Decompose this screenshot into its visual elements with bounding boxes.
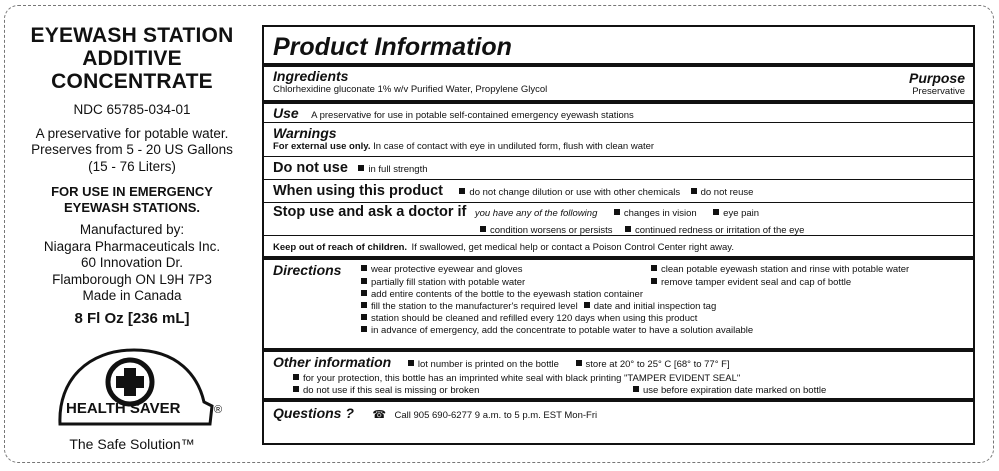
stop-use-section (264, 202, 973, 235)
direction-item: add entire contents of the bottle to the eyewash station container (355, 289, 965, 301)
mfr-line-3: 60 Innovation Dr. (80, 255, 184, 270)
bullet-icon (691, 188, 697, 194)
bullet-icon (361, 326, 367, 332)
warn-bold: For external use only. (273, 141, 371, 152)
ndc-code: NDC 65785-034-01 (73, 102, 191, 117)
direction-item: fill the station to the manufacturer's required level date and initial inspection tag (355, 301, 965, 313)
do-not-use-section (264, 156, 973, 179)
bullet-icon (361, 290, 367, 296)
when-item-2: do not reuse (700, 187, 754, 198)
desc-line-1: A preservative for potable water. (35, 125, 229, 141)
panel-title: Product Information (273, 33, 512, 61)
stop-item-1: changes in vision (623, 208, 697, 219)
warnings-heading: Warnings (273, 125, 337, 141)
bullet-icon (293, 386, 299, 392)
bullet-icon (614, 209, 620, 215)
stop-item-3: condition worsens or persists (490, 225, 613, 236)
do-not-use-text: in full strength (368, 164, 428, 175)
bullet-icon (361, 265, 367, 271)
drug-facts-panel (262, 25, 975, 445)
purpose-heading: Purpose (908, 70, 965, 86)
title-line-2: ADDITIVE (82, 47, 182, 70)
bullet-icon (651, 265, 657, 271)
bullet-icon (358, 165, 364, 171)
bullet-icon (480, 226, 486, 232)
stop-item-4: continued redness or irritation of the eye (634, 225, 805, 236)
mfr-line-4: Flamborough ON L9H 7P3 (52, 271, 212, 287)
use-heading: Use (273, 105, 299, 121)
purpose-text: Preservative (912, 86, 965, 97)
when-using-heading: When using this product (273, 183, 443, 199)
other-item-4: do not use if this seal is missing or broken (303, 385, 480, 396)
other-item-3: for your protection, this bottle has an imprinted white seal with black printing "TAMPER EVIDENT SEAL" (303, 373, 741, 384)
questions-text: Call 905 690-6277 9 a.m. to 5 p.m. EST Mon-Fri (394, 410, 598, 421)
bullet-icon (651, 278, 657, 284)
mfr-line-5: Made in Canada (82, 288, 182, 303)
brand-name: HEALTH SAVER (66, 400, 181, 417)
ingredients-section (264, 63, 973, 100)
bullet-icon (408, 360, 414, 366)
ingredients-heading: Ingredients (273, 68, 349, 84)
bullet-icon (713, 209, 719, 215)
bullet-icon (576, 360, 582, 366)
other-info-heading: Other information (273, 354, 392, 370)
stop-item-2: eye pain (723, 208, 760, 219)
warn-text: In case of contact with eye in undiluted form, flush with clean water (373, 141, 655, 152)
other-item-5: use before expiration date marked on bottle (643, 385, 827, 396)
bullet-icon (361, 314, 367, 320)
direction-item: partially fill station with potable water (355, 277, 645, 289)
direction-item: in advance of emergency, add the concentrate to potable water to have a solution available (355, 325, 965, 337)
bullet-icon (361, 302, 367, 308)
desc-line-2: Preserves from 5 - 20 US Gallons (31, 142, 233, 157)
direction-item: remove tamper evident seal and cap of bottle (645, 277, 965, 289)
use-section (264, 100, 973, 122)
desc-line-3: (15 - 76 Liters) (88, 158, 176, 174)
left-panel (12, 24, 252, 327)
keep-out-text: If swallowed, get medical help or contact a Poison Control Center right away. (411, 242, 734, 253)
product-title (12, 24, 252, 93)
mfr-line-2: Niagara Pharmaceuticals Inc. (43, 238, 221, 254)
health-saver-dome-icon (38, 340, 238, 436)
net-volume: 8 Fl Oz [236 mL] (74, 309, 190, 327)
mfr-line-1: Manufactured by: (79, 222, 185, 237)
use-text: A preservative for use in potable self-contained emergency eyewash stations (311, 110, 634, 121)
direction-item: station should be cleaned and refilled every 120 days when using this product (355, 313, 965, 325)
bullet-icon (584, 302, 590, 308)
direction-item: clean potable eyewash station and rinse with potable water (645, 264, 965, 276)
health-saver-logo (38, 340, 238, 436)
use-line-1: FOR USE IN EMERGENCY (51, 184, 213, 199)
phone-icon: ☎ (372, 409, 387, 421)
ingredients-text: Chlorhexidine gluconate 1% w/v Purified Water, Propylene Glycol (273, 84, 548, 95)
tagline: The Safe Solution™ (69, 436, 195, 452)
do-not-use-heading: Do not use (273, 160, 348, 176)
keep-out-section (264, 235, 973, 256)
directions-list (355, 262, 965, 337)
title-line-3: CONCENTRATE (51, 70, 213, 93)
keep-out-bold: Keep out of reach of children. (273, 242, 408, 253)
warnings-section (264, 122, 973, 156)
bullet-icon (459, 188, 465, 194)
other-info-section (264, 348, 973, 398)
purpose-block (909, 70, 965, 97)
registered-mark: ® (214, 404, 223, 416)
manufacturer (12, 222, 252, 305)
directions-heading: Directions (273, 262, 342, 278)
questions-heading: Questions ? (273, 405, 354, 421)
bullet-icon (633, 386, 639, 392)
bullet-icon (361, 278, 367, 284)
when-using-section (264, 179, 973, 202)
other-item-1: lot number is printed on the bottle (417, 359, 559, 370)
stop-intro: you have any of the following (474, 208, 598, 219)
questions-section (264, 398, 973, 424)
other-item-2: store at 20° to 25° C [68° to 77° F] (585, 359, 730, 370)
stop-use-heading: Stop use and ask a doctor if (273, 204, 467, 220)
description (12, 126, 252, 176)
title-line-1: EYEWASH STATION (30, 24, 234, 47)
bullet-icon (625, 226, 631, 232)
directions-section (264, 256, 973, 348)
use-line-2: EYEWASH STATIONS. (63, 200, 201, 215)
direction-item: wear protective eyewear and gloves (355, 264, 645, 276)
use-statement (12, 184, 252, 216)
when-item-1: do not change dilution or use with other chemicals (469, 187, 681, 198)
bullet-icon (293, 374, 299, 380)
